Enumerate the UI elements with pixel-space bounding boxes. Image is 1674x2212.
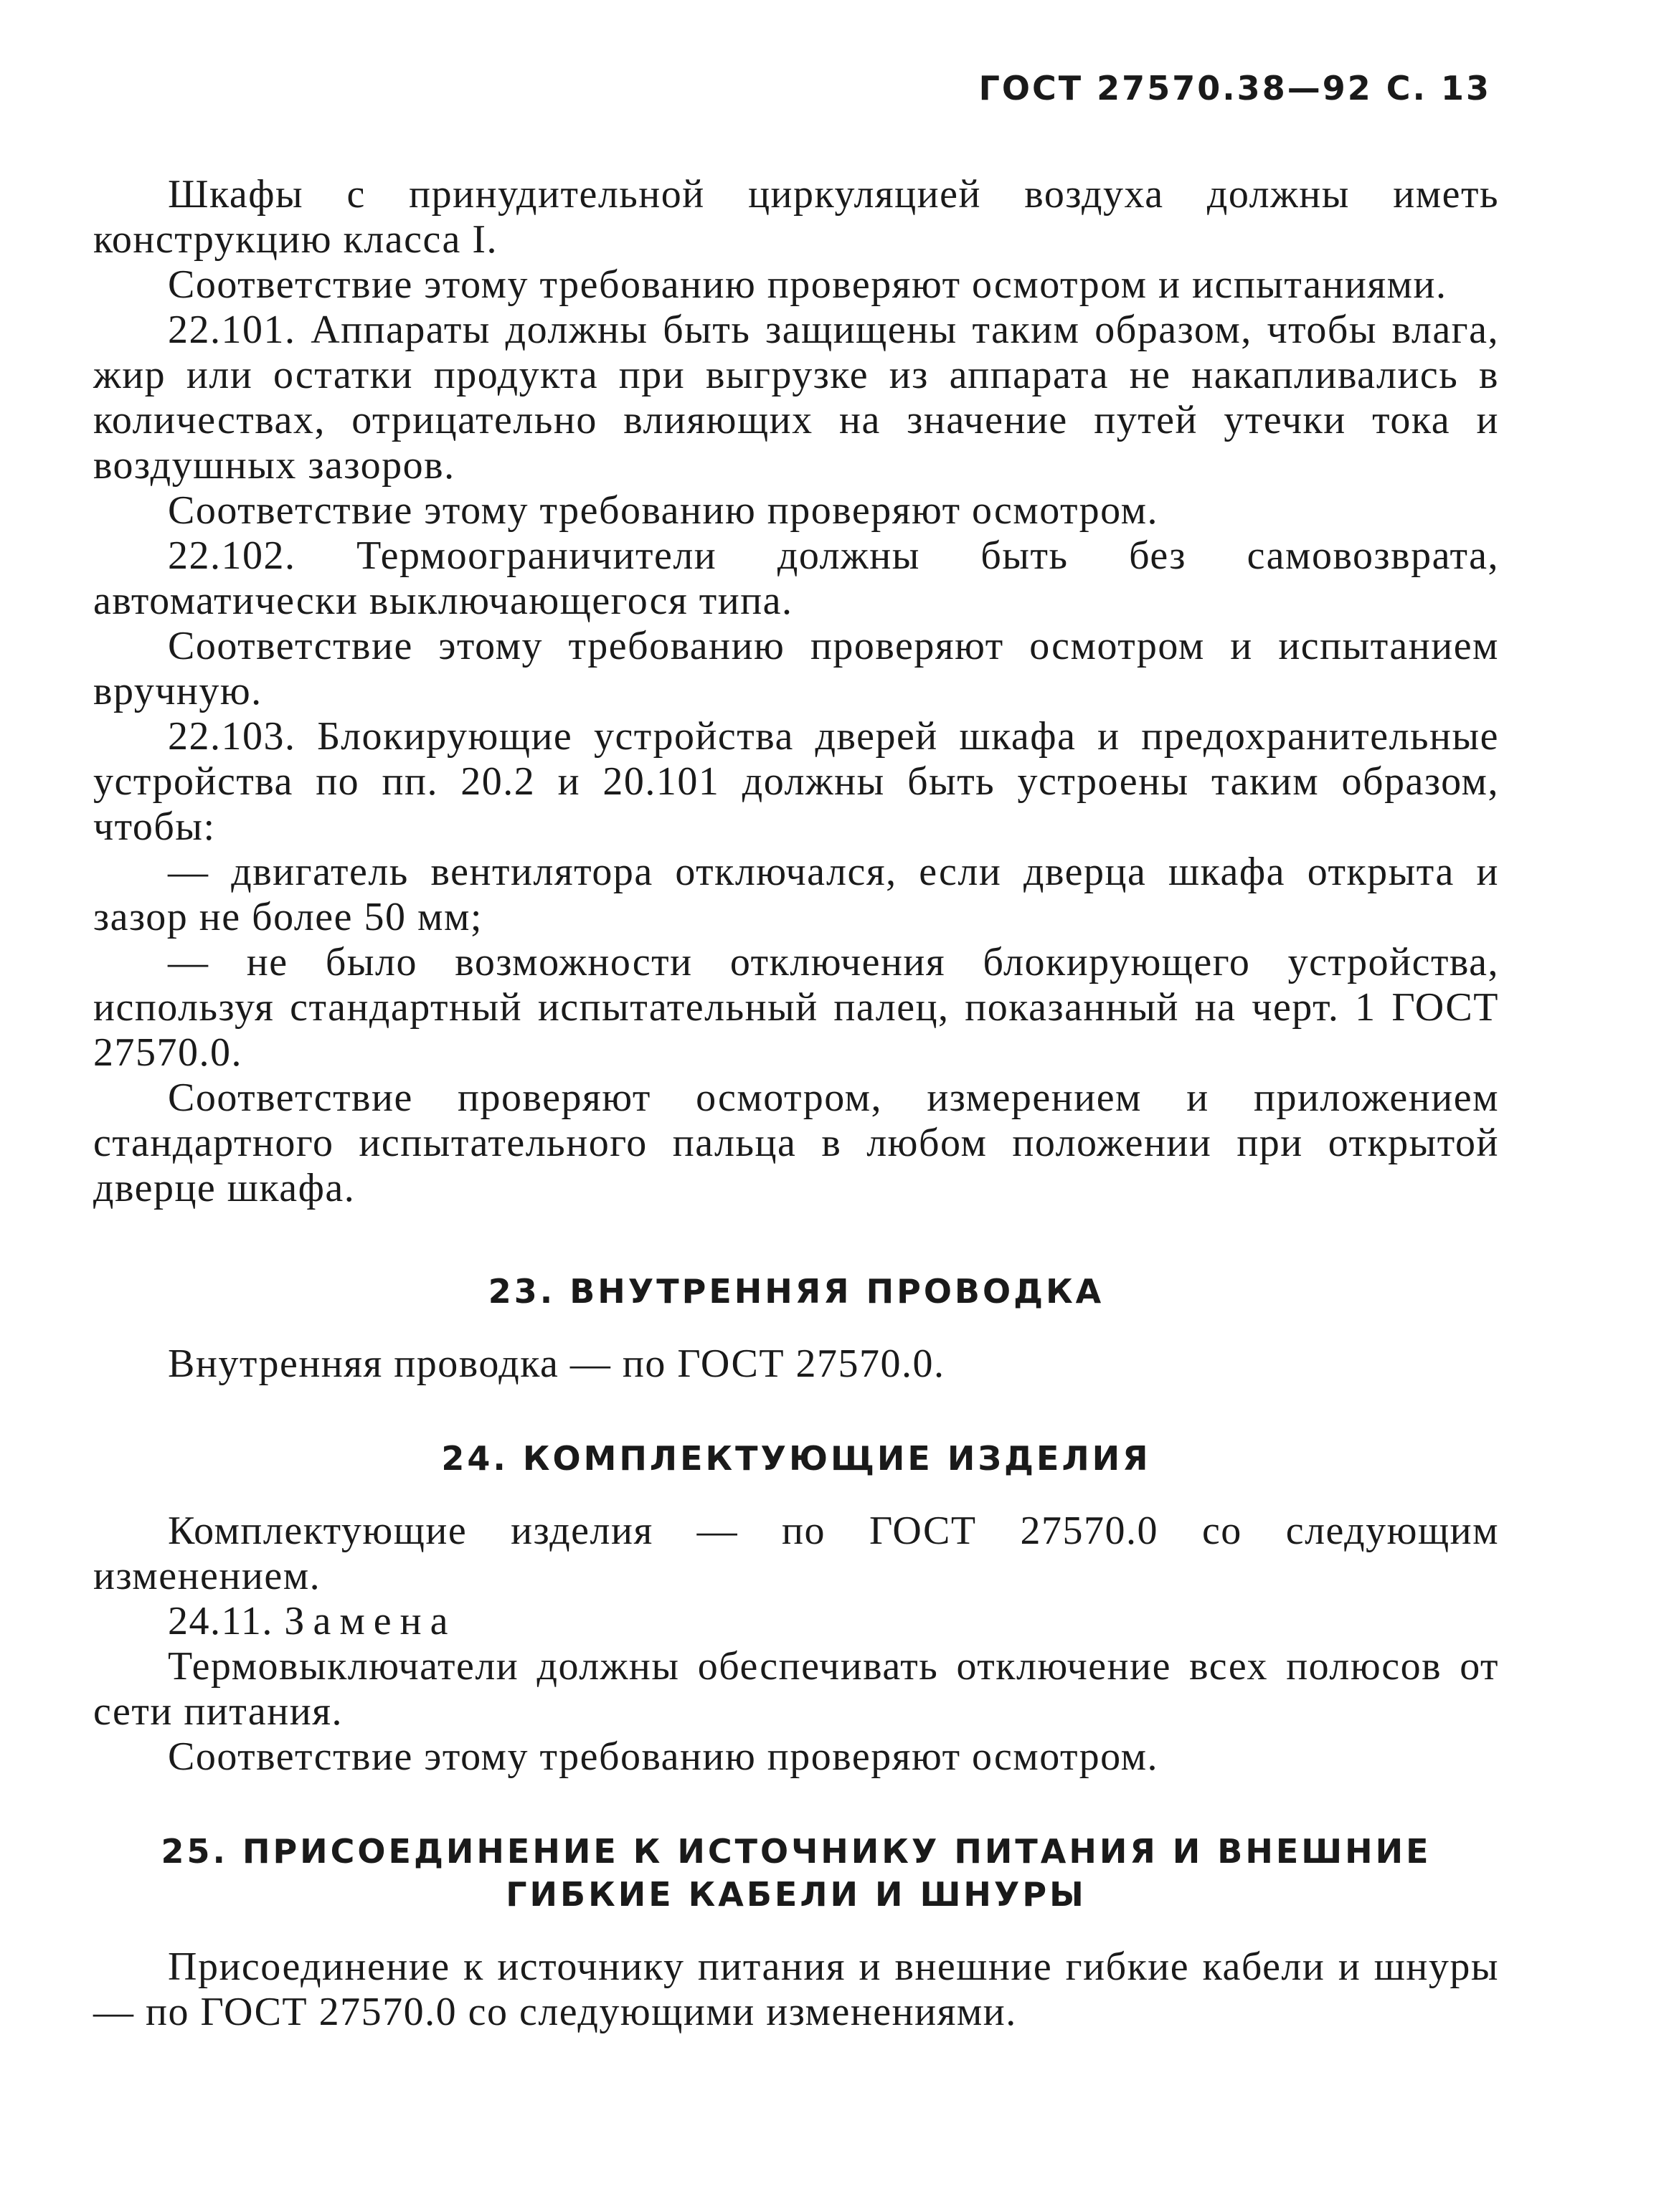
paragraph-components: Комплектующие изделия — по ГОСТ 27570.0 со следующим изменением. [93, 1509, 1499, 1598]
section-heading-25-line2: ГИБКИЕ КАБЕЛИ И ШНУРЫ [506, 1875, 1087, 1914]
section-heading-25-line1: 25. ПРИСОЕДИНЕНИЕ К ИСТОЧНИКУ ПИТАНИЯ И ВНЕШНИЕ [161, 1832, 1432, 1871]
paragraph-internal-wiring: Внутренняя проводка — по ГОСТ 27570.0. [168, 1342, 945, 1386]
subclause-number: 24.11. [168, 1599, 273, 1643]
paragraph-compliance-5: Соответствие этому требованию проверяют осмотром. [168, 1734, 1159, 1779]
paragraph-cabinet-class: Шкафы с принудительной циркуляцией воздуха должны иметь конструкцию класса I. [93, 172, 1499, 262]
section-heading-24: 24. КОМПЛЕКТУЮЩИЕ ИЗДЕЛИЯ [441, 1439, 1151, 1478]
subclause-24-11 [93, 1599, 1499, 1644]
paragraph-compliance-1: Соответствие этому требованию проверяют осмотром и испытаниями. [168, 262, 1447, 307]
paragraph-compliance-3: Соответствие этому требованию проверяют осмотром и испытанием вручную. [93, 624, 1499, 713]
paragraph-22-102: 22.102. Термоограничители должны быть без самовозврата, автоматически выключающегося типа. [93, 533, 1499, 623]
paragraph-compliance-4: Соответствие проверяют осмотром, измерением и приложением стандартного испытательного пальца в любом положении при открытой дверце шкафа. [93, 1076, 1499, 1210]
subclause-title: Замена [284, 1599, 457, 1643]
paragraph-compliance-2: Соответствие этому требованию проверяют осмотром. [168, 488, 1159, 533]
running-header: ГОСТ 27570.38—92 С. 13 [978, 69, 1491, 108]
section-heading-23: 23. ВНУТРЕННЯЯ ПРОВОДКА [488, 1272, 1105, 1311]
paragraph-supply-connection: Присоединение к источнику питания и внешние гибкие кабели и шнуры — по ГОСТ 27570.0 со следующими изменениями. [93, 1945, 1499, 2034]
list-item-fan-motor: — двигатель вентилятора отключался, если дверца шкафа открыта и зазор не более 50 мм; [93, 850, 1499, 939]
document-body [93, 172, 1499, 2035]
list-item-interlock: — не было возможности отключения блокирующего устройства, используя стандартный испытательный палец, показанный на черт. 1 ГОСТ 27570.0. [93, 940, 1499, 1075]
paragraph-22-103: 22.103. Блокирующие устройства дверей шкафа и предохранительные устройства по пп. 20.2 и 20.101 должны быть устроены таким образом, чтобы: [93, 714, 1499, 849]
paragraph-thermal-cutouts: Термовыключатели должны обеспечивать отключение всех полюсов от сети питания. [93, 1644, 1499, 1734]
paragraph-22-101: 22.101. Аппараты должны быть защищены таким образом, чтобы влага, жир или остатки продукта при выгрузке из аппарата не накапливались в количествах, отрицательно влияющих на значение путей утечки тока и воздушных зазоров. [93, 308, 1499, 488]
